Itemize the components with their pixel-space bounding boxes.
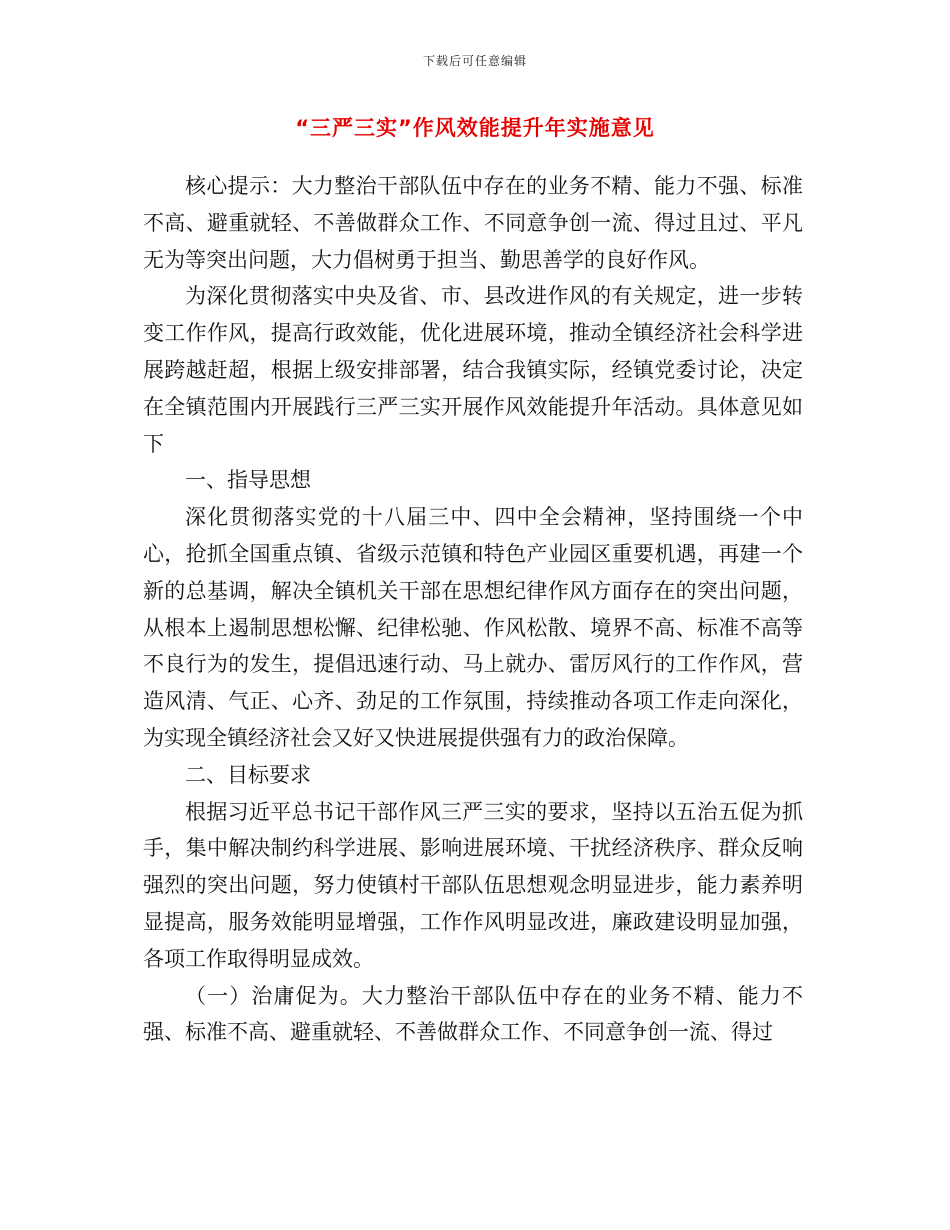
document-body	[143, 168, 803, 1051]
header-note: 下载后可任意编辑	[422, 54, 527, 68]
section-heading-guiding-thought: 一、指导思想	[185, 468, 311, 493]
paragraph-guiding-thought: 深化贯彻落实党的十八届三中、四中全会精神，坚持围绕一个中心，抢抓全国重点镇、省级示范镇和特色产业园区重要机遇，再建一个新的总基调，解决全镇机关干部在思想纪律作风方面存在的突出问题，从根本上遏制思想松懈、纪律松驰、作风松散、境界不高、标准不高等不良行为的发生，提倡迅速行动、马上就办、雷厉风行的工作作风，营造风清、气正、心齐、劲足的工作氛围，持续推动各项工作走向深化，为实现全镇经济社会又好又快进展提供强有力的政治保障。	[143, 505, 803, 750]
paragraph-goals: 根据习近平总书记干部作风三严三实的要求，坚持以五治五促为抓手，集中解决制约科学进展、影响进展环境、干扰经济秩序、群众反响强烈的突出问题，努力使镇村干部队伍思想观念明显进步，能力素养明显提高，服务效能明显增强，工作作风明显改进，廉政建设明显加强，各项工作取得明显成效。	[143, 799, 803, 971]
paragraph-item-1: （一）治庸促为。大力整治干部队伍中存在的业务不精、能力不强、标准不高、避重就轻、不善做群众工作、不同意争创一流、得过	[143, 983, 803, 1045]
paragraph-core-tip: 核心提示：大力整治干部队伍中存在的业务不精、能力不强、标准不高、避重就轻、不善做群众工作、不同意争创一流、得过且过、平凡无为等突出问题，大力倡树勇于担当、勤思善学的良好作风。	[143, 174, 803, 272]
paragraph-intro: 为深化贯彻落实中央及省、市、县改进作风的有关规定，进一步转变工作作风，提高行政效能，优化进展环境，推动全镇经济社会科学进展跨越赶超，根据上级安排部署，结合我镇实际，经镇党委讨论，决定在全镇范围内开展践行三严三实开展作风效能提升年活动。具体意见如下	[143, 284, 803, 456]
document-title: “三严三实”作风效能提升年实施意见	[295, 116, 655, 140]
section-heading-goals: 二、目标要求	[185, 762, 311, 787]
